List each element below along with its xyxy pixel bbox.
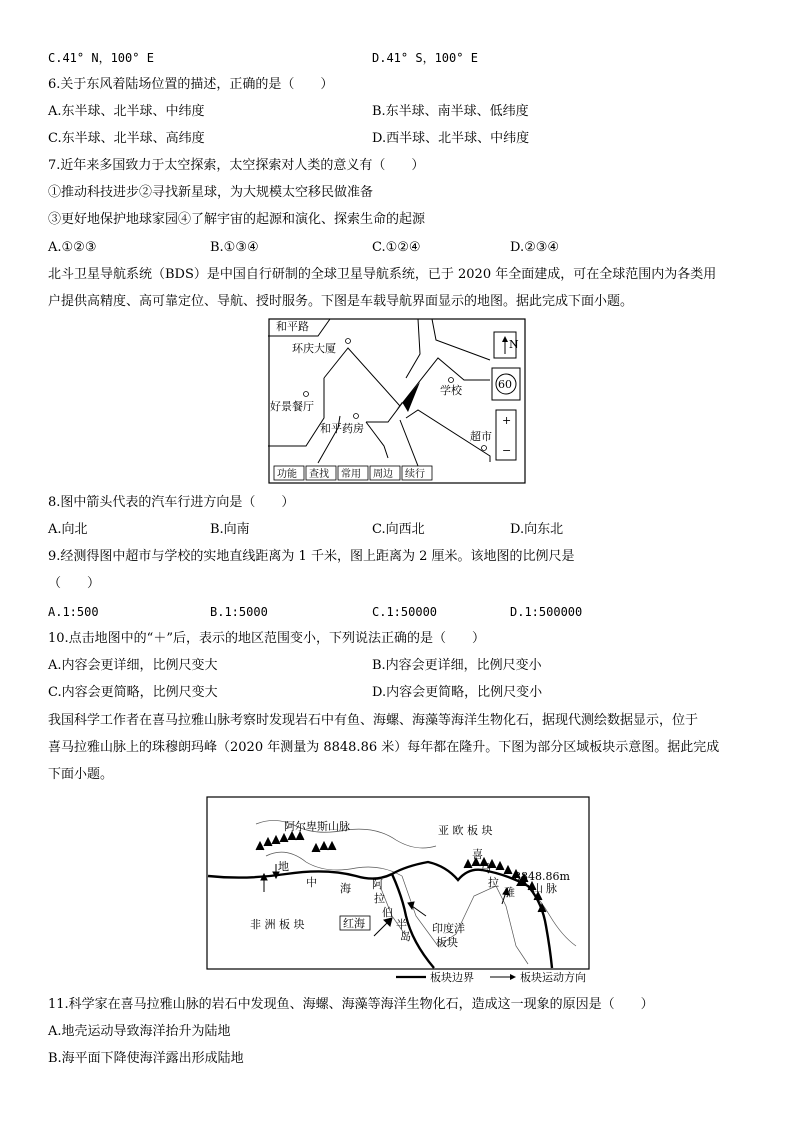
passage2-line3: 下面小题。: [48, 767, 114, 782]
north-label: N: [509, 338, 519, 351]
label-shanmai-1: 山: [532, 882, 543, 895]
q6-option-b: B.东半球、南半球、低纬度: [372, 104, 529, 119]
zoom-in-button[interactable]: +: [502, 414, 512, 427]
label-himalaya-4: 雅: [504, 886, 515, 899]
q7-statement-line1: ①推动科技进步②寻找新星球，为大规模太空移民做准备: [48, 185, 374, 200]
passage1-line2: 户提供高精度、高可靠定位、导航、授时服务。下图是车载导航界面显示的地图。据此完成下面小题。: [48, 294, 634, 309]
legend-boundary-label: 板块边界: [430, 971, 474, 984]
haojing-marker: [304, 392, 309, 397]
place-school: 学校: [440, 384, 462, 397]
q9-paren: （ ）: [48, 576, 101, 591]
road-label: 和平路: [276, 320, 309, 333]
label-arabia-2: 拉: [374, 892, 385, 905]
q10-option-c: C.内容会更简略，比例尺变大: [48, 685, 218, 700]
q7-option-d: D.②③④: [510, 240, 560, 255]
label-himalaya-3: 拉: [488, 876, 499, 889]
q6-option-a: A.东半球、北半球、中纬度: [48, 104, 205, 119]
q11-stem: 11.科学家在喜马拉雅山脉的岩石中发现鱼、海螺、海藻等海洋生物化石，造成这一现象的原因是（ ）: [48, 997, 654, 1012]
label-africa-plate: 非 洲 板 块: [250, 918, 305, 931]
q9-option-c: C.1:50000: [372, 605, 438, 619]
nav-button-nearby[interactable]: 周边: [373, 469, 393, 480]
nav-button-continue[interactable]: 续行: [405, 469, 425, 480]
q9-option-a: A.1:500: [48, 605, 99, 619]
q8-option-a: A.向北: [48, 522, 88, 537]
school-marker: [449, 378, 454, 383]
huanqing-marker: [346, 339, 351, 344]
supermarket-marker: [482, 446, 487, 451]
q6-option-d: D.西半球、北半球、中纬度: [372, 131, 530, 146]
label-himalaya-1: 喜: [472, 848, 483, 861]
label-med-zhong: 中: [306, 876, 317, 889]
place-heping-pharmacy: 和平药房: [320, 422, 364, 435]
nav-button-common[interactable]: 常用: [341, 469, 361, 480]
label-peak-height: 8848.86m: [514, 870, 570, 883]
nav-button-function[interactable]: 功能: [277, 469, 297, 480]
place-supermarket: 超市: [470, 430, 492, 443]
q5-option-c: C.41° N，100° E: [48, 51, 154, 65]
q9-option-b: B.1:5000: [210, 605, 268, 619]
label-arabia-1: 阿: [372, 878, 383, 891]
q7-option-c: C.①②④: [372, 240, 421, 255]
place-haojing: 好景餐厅: [270, 400, 314, 413]
speed-label: 60: [498, 378, 512, 391]
nav-map-figure: [268, 318, 526, 484]
q11-option-a: A.地壳运动导致海洋抬升为陆地: [48, 1024, 231, 1039]
q8-option-b: B.向南: [210, 522, 250, 537]
q8-option-c: C.向西北: [372, 522, 425, 537]
label-india-2: 板块: [436, 936, 458, 949]
label-arabia-4: 半: [396, 918, 407, 931]
label-alps: 阿尔卑斯山脉: [284, 820, 350, 833]
label-eurasia-plate: 亚 欧 板 块: [438, 824, 493, 837]
passage2-line1: 我国科学工作者在喜马拉雅山脉考察时发现岩石中有鱼、海螺、海藻等海洋生物化石，据现代测绘数据显示，位于: [48, 713, 699, 728]
nav-button-search[interactable]: 查找: [309, 469, 329, 480]
legend-motion-label: 板块运动方向: [520, 971, 586, 984]
heping-pharmacy-marker: [354, 414, 359, 419]
q6-stem: 6.关于东风着陆场位置的描述，正确的是（ ）: [48, 77, 334, 92]
q10-stem: 10.点击地图中的“＋”后，表示的地区范围变小，下列说法正确的是（ ）: [48, 631, 485, 646]
q9-stem: 9.经测得图中超市与学校的实地直线距离为 1 千米，图上距离为 2 厘米。该地图的比例尺是: [48, 549, 575, 564]
place-huanqing: 环庆大厦: [292, 342, 336, 355]
label-shanmai-2: 脉: [546, 882, 557, 895]
label-arabia-5: 岛: [400, 930, 411, 943]
passage2-line2: 喜马拉雅山脉上的珠穆朗玛峰（2020 年测量为 8848.86 米）每年都在隆升。下图为部分区域板块示意图。据此完成: [48, 740, 720, 755]
passage1-line1: 北斗卫星导航系统（BDS）是中国自行研制的全球卫星导航系统，已于 2020 年全面建成，可在全球范围内为各类用: [48, 267, 717, 282]
q10-option-b: B.内容会更详细，比例尺变小: [372, 658, 542, 673]
q9-option-d: D.1:500000: [510, 605, 583, 619]
q8-stem: 8.图中箭头代表的汽车行进方向是（ ）: [48, 495, 295, 510]
label-arabia-3: 伯: [382, 906, 393, 919]
zoom-out-button[interactable]: −: [502, 444, 512, 457]
q7-statement-line2: ③更好地保护地球家园④了解宇宙的起源和演化、探索生命的起源: [48, 212, 426, 227]
q11-option-b: B.海平面下降使海洋露出形成陆地: [48, 1051, 244, 1066]
label-red-sea: 红海: [343, 917, 365, 930]
q7-stem: 7.近年来多国致力于太空探索，太空探索对人类的意义有（ ）: [48, 158, 425, 173]
q7-option-a: A.①②③: [48, 240, 97, 255]
q5-option-d: D.41° S，100° E: [372, 51, 478, 65]
label-med-di: 地: [278, 860, 289, 873]
q10-option-d: D.内容会更简略，比例尺变小: [372, 685, 543, 700]
label-india-1: 印度洋: [432, 922, 465, 935]
label-med-hai: 海: [340, 882, 351, 895]
q7-option-b: B.①③④: [210, 240, 259, 255]
plate-map-figure: [206, 796, 590, 986]
q8-option-d: D.向东北: [510, 522, 564, 537]
label-himalaya-2: 马: [480, 862, 491, 875]
q10-option-a: A.内容会更详细，比例尺变大: [48, 658, 218, 673]
q6-option-c: C.东半球、北半球、高纬度: [48, 131, 205, 146]
